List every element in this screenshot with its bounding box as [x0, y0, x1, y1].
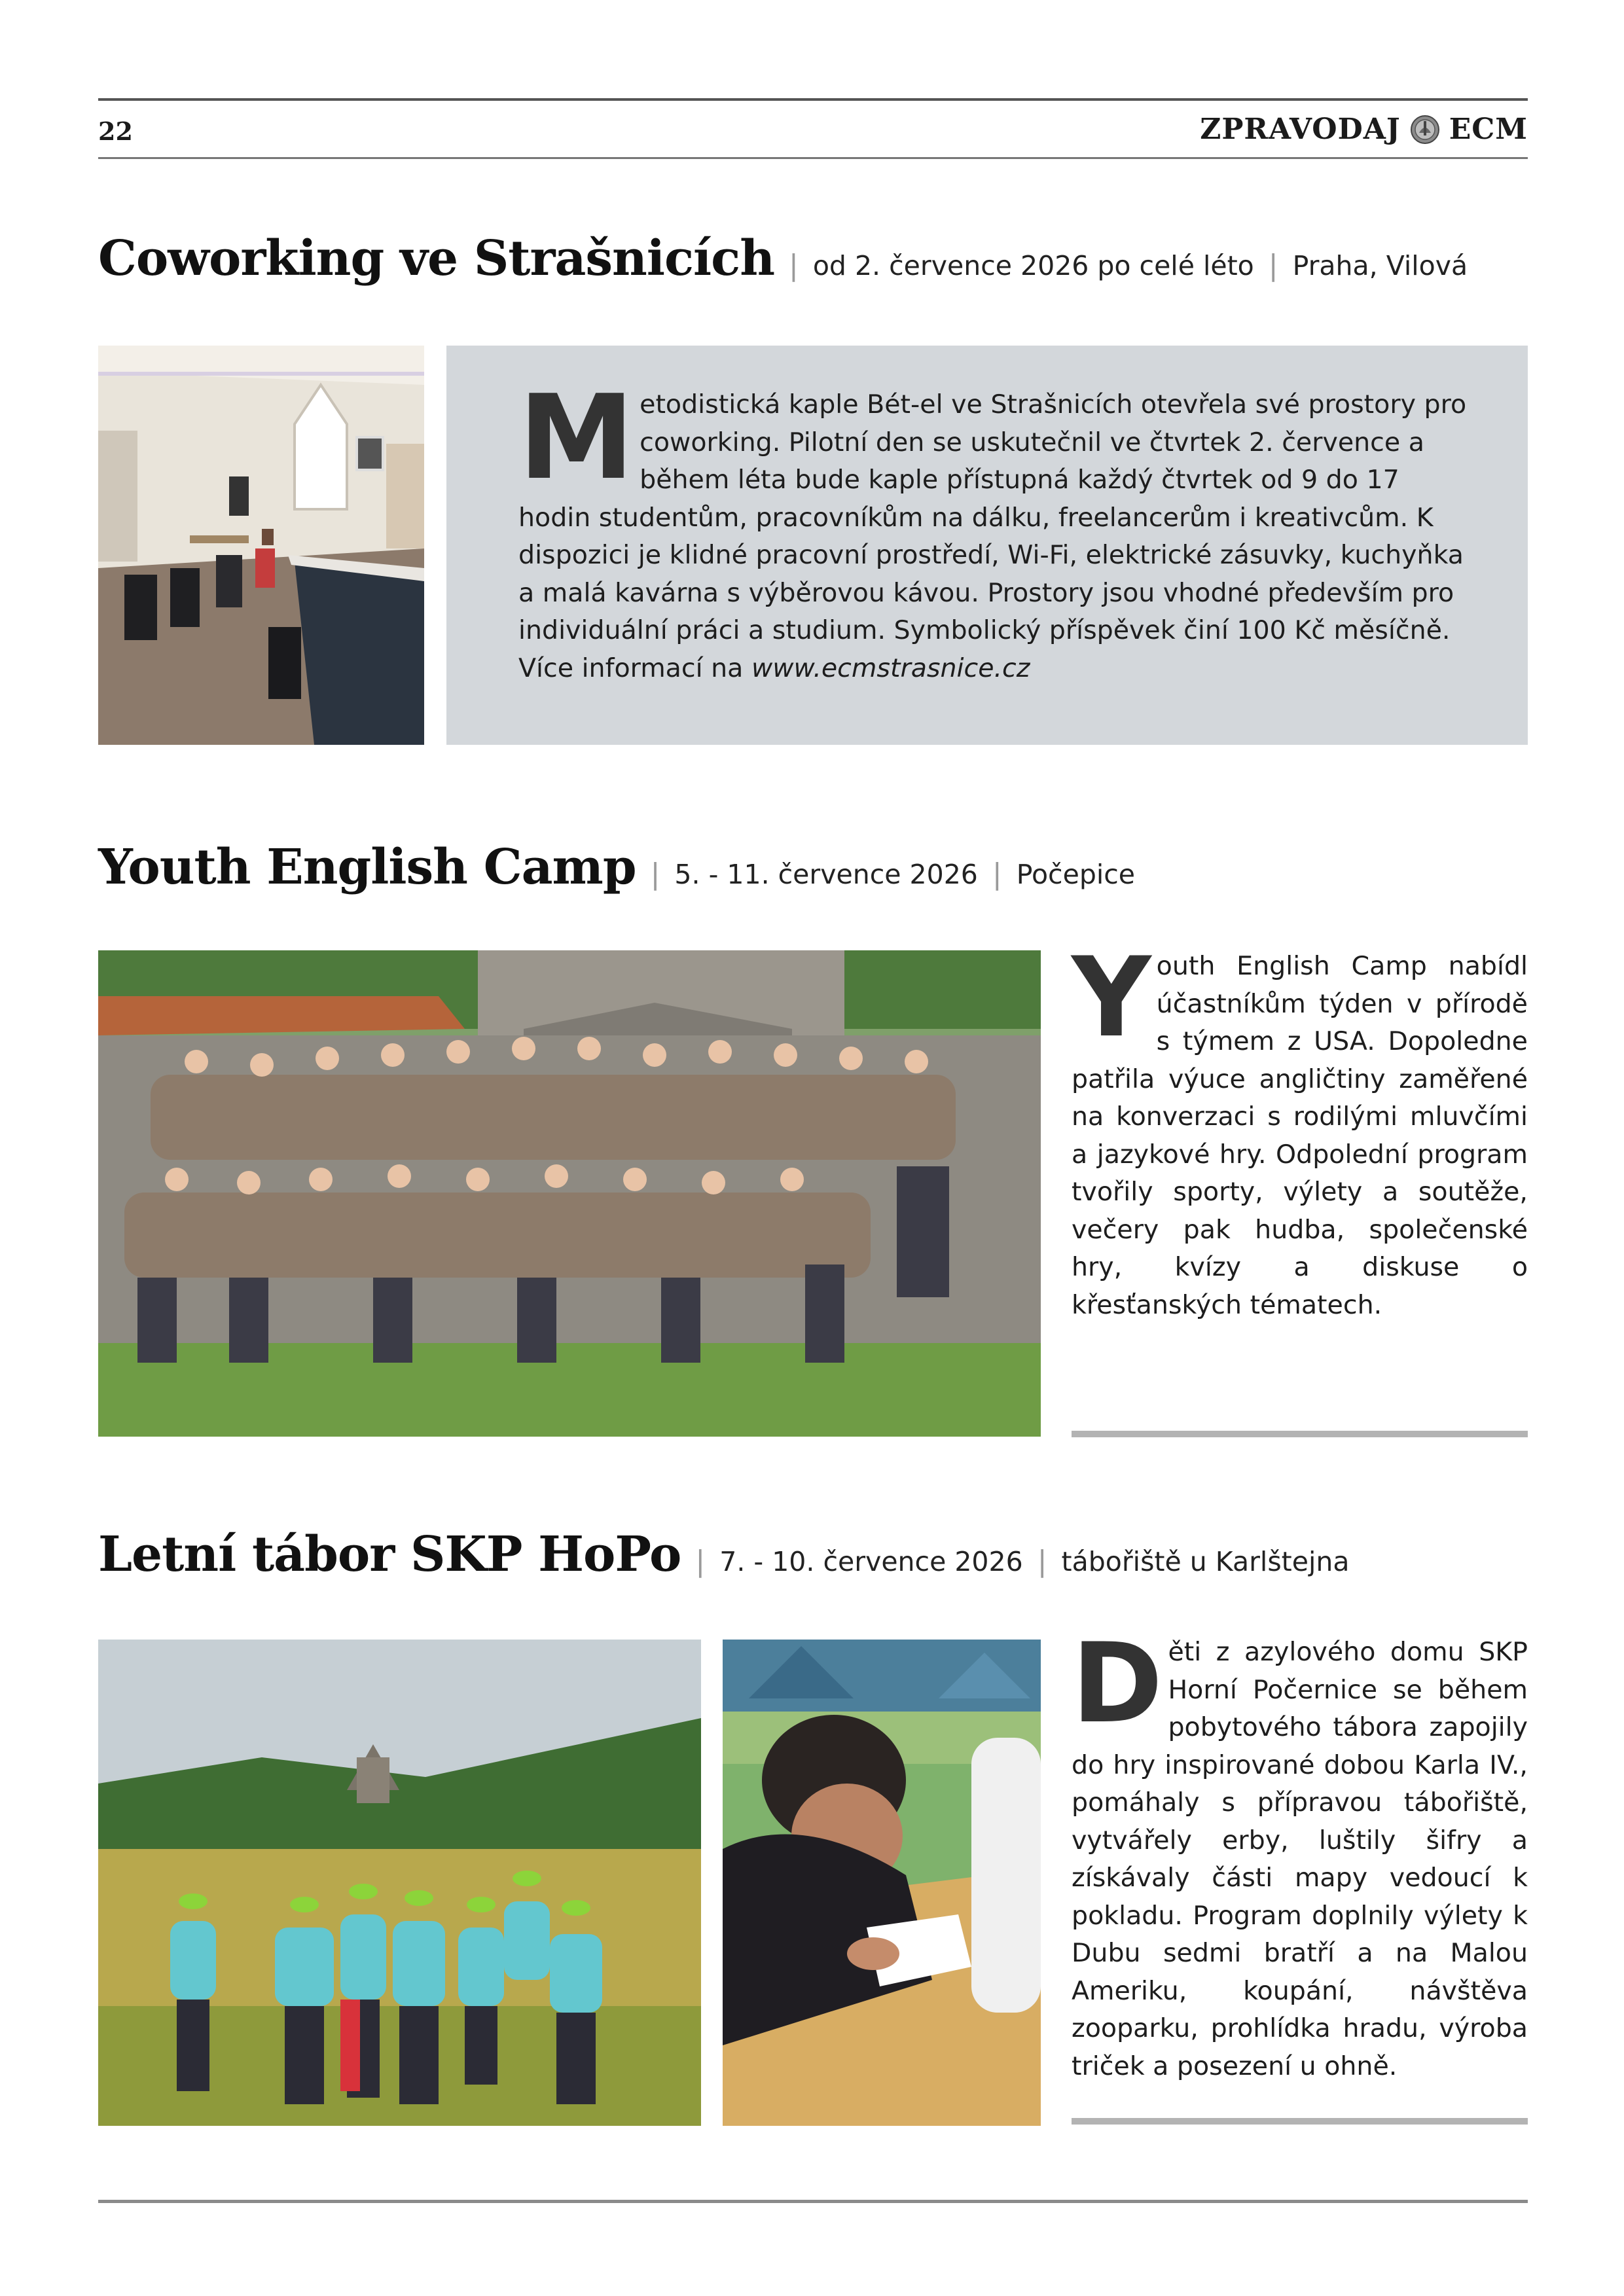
- header-bottom-rule: [98, 157, 1528, 159]
- page-number: 22: [98, 117, 133, 146]
- article-title: Letní tábor SKP HoPo: [98, 1526, 681, 1583]
- article-body: outh English Camp nabídl účastníkům týden v přírodě s týmem z USA. Dopoledne patřila výuce angličtiny zaměřené na konverzaci s rodilými mluvčími a jazykové hry. Odpolední program tvořily sporty, výlety a soutěže, večery pak hudba, společenské hry, kvízy a diskuse o křesťanských tématech.: [1072, 951, 1528, 1320]
- separator: |: [695, 1545, 706, 1578]
- article-place: Počepice: [1016, 859, 1135, 890]
- more-info-prefix: Více informací na: [518, 653, 751, 683]
- article-title: Coworking ve Strašnicích: [98, 230, 774, 287]
- more-info-link[interactable]: www.ecmstrasnice.cz: [751, 653, 1030, 683]
- article-heading-tabor: [98, 1526, 1350, 1583]
- tabor-child-photo: [723, 1640, 1041, 2126]
- dropcap: D: [1072, 1619, 1163, 1748]
- masthead-right: ECM: [1449, 113, 1528, 146]
- article-body: etodistická kaple Bét-el ve Strašnicích otevřela své prostory pro coworking. Pilotní den se uskutečnil ve čtvrtek 2. července a během léta bude kaple přístupná každý čtvrtek od 9 do 17 hodin studentům, pracovníkům na dálku, freelancerům i kreativcům. K dispozici je klidné pracovní prostředí, Wi-Fi, elektrické zásuvky, kuchyňka a malá kavárna s výběrovou kávou. Prostory jsou vhodné především pro individuální práci a studium. Symbolický příspěvek činí 100 Kč měsíčně.: [518, 389, 1467, 645]
- article-title: Youth English Camp: [98, 839, 636, 895]
- article-heading-coworking: [98, 230, 1468, 287]
- camp-group-photo: [98, 950, 1041, 1437]
- article-date: 5. - 11. července 2026: [674, 859, 978, 890]
- header-top-rule: [98, 98, 1528, 101]
- separator: |: [650, 857, 660, 891]
- separator: |: [1037, 1545, 1047, 1578]
- article-place: tábořiště u Karlštejna: [1061, 1546, 1350, 1577]
- ecm-seal-icon: [1410, 115, 1440, 145]
- masthead-left: ZPRAVODAJ: [1200, 113, 1401, 146]
- coworking-photo: [98, 346, 424, 745]
- article-heading-camp: [98, 839, 1135, 895]
- tabor-divider-bar: [1072, 2118, 1528, 2125]
- coworking-text: [518, 370, 1468, 687]
- article-date: od 2. července 2026 po celé léto: [812, 250, 1254, 281]
- article-date: 7. - 10. července 2026: [719, 1546, 1023, 1577]
- dropcap: M: [518, 370, 635, 505]
- tabor-text: [1072, 1619, 1528, 2085]
- coworking-textbox: [446, 346, 1528, 745]
- article-place: Praha, Vilová: [1292, 250, 1468, 281]
- camp-text: [1072, 933, 1528, 1324]
- article-body: ěti z azylového domu SKP Horní Počernice se během pobytového tábora zapojily do hry inspirované dobou Karla IV., pomáhaly s přípravou tábořiště, vytvářely erby, luštily šifry a získávaly části mapy vedoucí k pokladu. Program doplnily výlety k Dubu sedmi bratří a na Malou Ameriku, koupání, návštěva zooparku, prohlídka hradu, výroba triček a posezení u ohně.: [1072, 1637, 1528, 2081]
- tabor-group-photo: [98, 1640, 701, 2126]
- separator: |: [992, 857, 1002, 891]
- separator: |: [789, 249, 799, 282]
- masthead: [1200, 113, 1528, 146]
- dropcap: Y: [1072, 933, 1151, 1062]
- camp-divider-bar: [1072, 1431, 1528, 1437]
- footer-rule: [98, 2200, 1528, 2203]
- separator: |: [1268, 249, 1278, 282]
